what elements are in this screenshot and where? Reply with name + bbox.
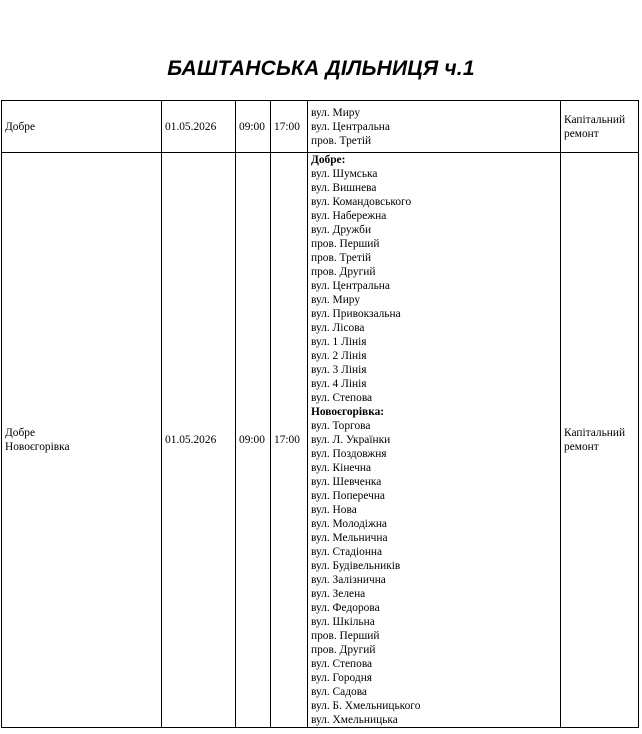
reason-line: ремонт	[564, 127, 599, 140]
time-from-cell: 09:00	[236, 101, 271, 153]
street-item: вул. Мельнична	[311, 532, 388, 544]
street-item: пров. Перший	[311, 238, 380, 250]
street-item: вул. Городня	[311, 672, 373, 684]
location-name: Добре	[5, 120, 36, 133]
street-item: вул. Федорова	[311, 602, 380, 614]
street-item: вул. Кінечна	[311, 462, 372, 474]
street-item: вул. Л. Українки	[311, 434, 391, 446]
table-row	[2, 101, 639, 153]
time-from-cell: 09:00	[236, 153, 271, 728]
reason-line: ремонт	[564, 441, 599, 453]
streets-cell	[308, 153, 561, 728]
street-item: вул. Будівельників	[311, 560, 401, 572]
location-cell	[2, 153, 162, 728]
reason-cell	[561, 153, 639, 728]
location-name: Добре	[5, 427, 36, 439]
street-item: вул. Стадіонна	[311, 546, 383, 558]
reason-cell	[561, 101, 639, 153]
street-item: вул. Миру	[311, 294, 361, 306]
street-item: вул. Торгова	[311, 420, 371, 432]
street-item: вул. Центральна	[311, 120, 390, 133]
street-item: вул. 4 Лінія	[311, 378, 367, 390]
street-group-title: Добре:	[311, 154, 346, 166]
time-to-cell: 17:00	[271, 153, 308, 728]
street-item: вул. 3 Лінія	[311, 364, 367, 376]
street-item: вул. Шевченка	[311, 476, 382, 488]
street-item: вул. Нова	[311, 504, 357, 516]
street-item: вул. Зелена	[311, 588, 366, 600]
street-item: вул. Садова	[311, 686, 367, 698]
street-item: вул. 2 Лінія	[311, 350, 367, 362]
street-item: вул. Поздовжня	[311, 448, 387, 460]
street-item: вул. Молодіжна	[311, 518, 387, 530]
street-item: вул. Вишнева	[311, 182, 377, 194]
street-item: вул. Шкільна	[311, 616, 375, 628]
street-item: пров. Третій	[311, 252, 372, 264]
reason-line: Капітальний	[564, 113, 626, 126]
location-cell	[2, 101, 162, 153]
time-to-cell: 17:00	[271, 101, 308, 153]
outage-schedule-table	[1, 100, 639, 728]
street-item: вул. Шумська	[311, 168, 378, 180]
street-item: вул. Дружби	[311, 224, 372, 236]
street-group-title: Новоєгорівка:	[311, 406, 385, 418]
page-title: БАШТАНСЬКА ДІЛЬНИЦЯ ч.1	[167, 57, 475, 80]
street-item: вул. Б. Хмельницького	[311, 700, 421, 712]
location-name: Новоєгорівка	[5, 441, 70, 453]
street-item: вул. 1 Лінія	[311, 336, 367, 348]
street-item: вул. Привокзальна	[311, 308, 401, 320]
street-item: вул. Командовського	[311, 196, 412, 208]
street-item: вул. Степова	[311, 392, 373, 404]
street-item: вул. Лісова	[311, 322, 365, 334]
reason-line: Капітальний	[564, 427, 626, 439]
street-item: вул. Поперечна	[311, 490, 385, 502]
date-cell: 01.05.2026	[162, 101, 236, 153]
date-cell: 01.05.2026	[162, 153, 236, 728]
street-item: пров. Другий	[311, 644, 376, 656]
street-item: вул. Миру	[311, 106, 361, 119]
street-item: вул. Хмельницька	[311, 714, 398, 726]
streets-cell	[308, 101, 561, 153]
street-item: пров. Перший	[311, 630, 380, 642]
table-row	[2, 153, 639, 728]
street-item: вул. Степова	[311, 658, 373, 670]
street-item: вул. Залізнична	[311, 574, 386, 586]
street-item: вул. Набережна	[311, 210, 387, 222]
street-item: вул. Центральна	[311, 280, 390, 292]
street-item: пров. Другий	[311, 266, 376, 278]
street-item: пров. Третій	[311, 134, 372, 147]
